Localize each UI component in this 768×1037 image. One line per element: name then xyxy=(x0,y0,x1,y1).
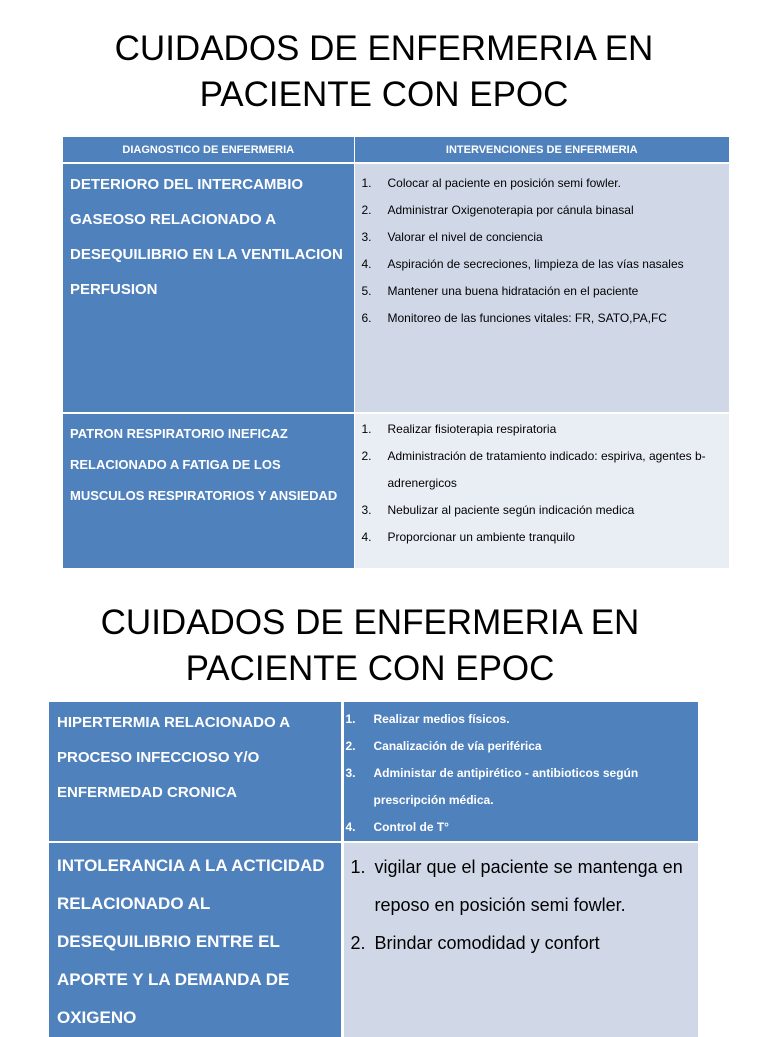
list-item: 1. Realizar fisioterapia respiratoria xyxy=(361,422,557,436)
header-diagnosis: DIAGNOSTICO DE ENFERMERIA xyxy=(63,137,354,163)
interventions-list xyxy=(355,414,730,551)
interventions-cell xyxy=(354,163,729,413)
list-item: 5. Mantener una buena hidratación en el paciente xyxy=(361,284,639,298)
interventions-list xyxy=(344,702,699,841)
list-item: 4. Aspiración de secreciones, limpieza de las vías nasales xyxy=(361,257,684,271)
list-item: 3. Nebulizar al paciente según indicación medica xyxy=(361,503,635,517)
slide-2-title xyxy=(0,600,754,692)
list-item: 3. Valorar el nivel de conciencia xyxy=(361,230,543,244)
interventions-cell xyxy=(354,413,729,568)
list-item: 2. Administrar Oxigenoterapia por cánula binasal xyxy=(361,203,634,217)
slide-2-title-line-1: CUIDADOS DE ENFERMERIA EN xyxy=(100,603,640,642)
diagnosis-cell: HIPERTERMIA RELACIONADO A PROCESO INFECCIOSO Y/O ENFERMEDAD CRONICA xyxy=(49,702,342,842)
list-item: 3. Administar de antipirético - antibioticos según prescripción médica. xyxy=(345,766,639,807)
table-row xyxy=(63,163,729,413)
list-item: 2. Brindar comodidad y confort xyxy=(350,933,600,953)
interventions-list xyxy=(355,164,730,332)
list-item: 1. Realizar medios físicos. xyxy=(345,712,510,726)
interventions-list xyxy=(344,843,699,962)
list-item: 2. Canalización de vía periférica xyxy=(345,739,542,753)
table-header-row xyxy=(63,137,729,163)
list-item: 2. Administración de tratamiento indicado: espiriva, agentes b-adrenergicos xyxy=(361,449,706,490)
slide-1-title xyxy=(0,26,768,118)
table-row xyxy=(63,413,729,568)
diagnosis-cell: DETERIORO DEL INTERCAMBIO GASEOSO RELACIONADO A DESEQUILIBRIO EN LA VENTILACION PERFUSION xyxy=(63,163,354,413)
list-item: 4. Control de T° xyxy=(345,820,449,834)
list-item: 1. vigilar que el paciente se mantenga en reposo en posición semi fowler. xyxy=(350,857,683,915)
list-item: 6. Monitoreo de las funciones vitales: FR, SATO,PA,FC xyxy=(361,311,667,325)
interventions-cell xyxy=(342,702,698,842)
slide-1-title-line-2: PACIENTE CON EPOC xyxy=(199,75,569,114)
header-interventions: INTERVENCIONES DE ENFERMERIA xyxy=(354,137,729,163)
interventions-cell xyxy=(342,842,698,1037)
table-row xyxy=(49,842,698,1037)
list-item: 1. Colocar al paciente en posición semi fowler. xyxy=(361,176,621,190)
care-plan-table-2 xyxy=(49,702,698,1037)
diagnosis-cell: PATRON RESPIRATORIO INEFICAZ RELACIONADO A FATIGA DE LOS MUSCULOS RESPIRATORIOS Y ANSIEDAD xyxy=(63,413,354,568)
diagnosis-cell: INTOLERANCIA A LA ACTICIDAD RELACIONADO AL DESEQUILIBRIO ENTRE EL APORTE Y LA DEMANDA DE OXIGENO xyxy=(49,842,342,1037)
table-row xyxy=(49,702,698,842)
list-item: 4. Proporcionar un ambiente tranquilo xyxy=(361,530,575,544)
slide-1-title-line-1: CUIDADOS DE ENFERMERIA EN xyxy=(114,29,654,68)
slide-2-title-line-2: PACIENTE CON EPOC xyxy=(185,649,555,688)
care-plan-table-1 xyxy=(63,137,729,568)
